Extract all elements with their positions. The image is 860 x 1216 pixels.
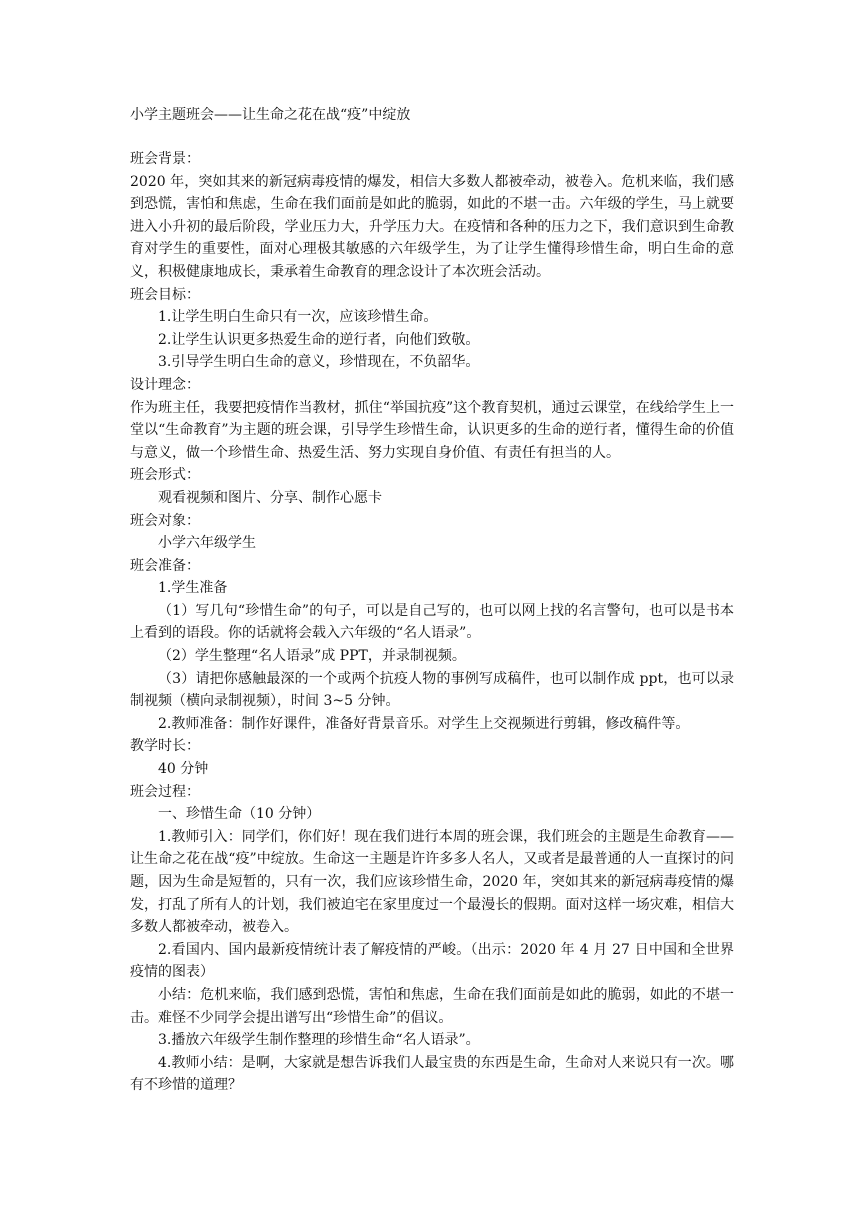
paragraph: 2.教师准备：制作好课件，准备好背景音乐。对学生上交视频进行剪辑，修改稿件等。 bbox=[158, 715, 690, 732]
paragraph: 一、珍惜生命（10 分钟） bbox=[158, 806, 321, 823]
section-heading: 班会背景： bbox=[130, 151, 200, 167]
section-heading: 班会对象： bbox=[130, 512, 200, 529]
section-heading: 班会形式： bbox=[130, 467, 200, 484]
paragraph: 40 分钟 bbox=[158, 761, 209, 778]
paragraph: 1.教师引入：同学们，你们好！现在我们进行本周的班会课，我们班会的主题是生命教育——让生命之花在战“疫”中绽放。生命这一主题是许许多多人名人，又或者是最普通的人一直探讨的问题，因为生命是短暂的，只有一次，我们应该珍惜生命，2020 年，突如其来的新冠病毒疫情的爆发，打乱了所有人的计划，我们被迫宅在家里度过一个最漫长的假期。面对这样一场灾难，相信大多数人都被牵动，被卷入。 bbox=[130, 828, 734, 936]
document-body bbox=[130, 148, 734, 1097]
paragraph: 小结：危机来临，我们感到恐慌，害怕和焦虑，生命在我们面前是如此的脆弱，如此的不堪一击。难怪不少同学会提出谱写出“珍惜生命”的倡议。 bbox=[130, 986, 734, 1026]
paragraph: 4.教师小结：是啊，大家就是想告诉我们人最宝贵的东西是生命，生命对人来说只有一次。哪有不珍惜的道理？ bbox=[130, 1054, 734, 1094]
paragraph: 1.让学生明白生命只有一次，应该珍惜生命。 bbox=[158, 309, 438, 326]
document-title: 小学主题班会——让生命之花在战“疫”中绽放 bbox=[130, 107, 411, 123]
paragraph: 2.看国内、国内最新疫情统计表了解疫情的严峻。（出示：2020 年 4 月 27 日中国和全世界疫情的图表） bbox=[130, 941, 734, 981]
section-heading: 教学时长： bbox=[130, 738, 200, 755]
section-heading: 班会过程： bbox=[130, 783, 200, 800]
paragraph: 1.学生准备 bbox=[158, 580, 228, 597]
paragraph: 3.播放六年级学生制作整理的珍惜生命“名人语录”。 bbox=[158, 1032, 480, 1049]
paragraph: 小学六年级学生 bbox=[158, 535, 256, 552]
paragraph: 作为班主任，我要把疫情作当教材，抓住“举国抗疫”这个教育契机，通过云课堂，在线给学生上一堂以“生命教育”为主题的班会课，引导学生珍惜生命，认识更多的生命的逆行者，懂得生命的价值与意义，做一个珍惜生命、热爱生活、努力实现自身价值、有责任有担当的人。 bbox=[130, 399, 734, 461]
section-heading: 设计理念： bbox=[130, 376, 200, 393]
paragraph: 2.让学生认识更多热爱生命的逆行者，向他们致敬。 bbox=[158, 331, 480, 348]
paragraph: （2）学生整理“名人语录”成 PPT，并录制视频。 bbox=[158, 648, 466, 665]
section-heading: 班会准备： bbox=[130, 557, 200, 574]
paragraph: 3.引导学生明白生命的意义，珍惜现在，不负韶华。 bbox=[158, 354, 480, 371]
section-heading: 班会目标： bbox=[130, 286, 200, 303]
paragraph: 2020 年，突如其来的新冠病毒疫情的爆发，相信大多数人都被牵动，被卷入。危机来临，我们感到恐慌，害怕和焦虑，生命在我们面前是如此的脆弱，如此的不堪一击。六年级的学生，马上就要进入小升初的最后阶段，学业压力大，升学压力大。在疫情和各种的压力之下，我们意识到生命教育对学生的重要性，面对心理极其敏感的六年级学生，为了让学生懂得珍惜生命，明白生命的意义，积极健康地成长，秉承着生命教育的理念设计了本次班会活动。 bbox=[130, 173, 734, 280]
paragraph: （1）写几句“珍惜生命”的句子，可以是自己写的，也可以网上找的名言警句，也可以是书本上看到的语段。你的话就将会载入六年级的“名人语录”。 bbox=[130, 602, 734, 642]
paragraph: （3）请把你感触最深的一个或两个抗疫人物的事例写成稿件，也可以制作成 ppt，也可以录制视频（横向录制视频），时间 3~5 分钟。 bbox=[130, 670, 734, 710]
paragraph: 观看视频和图片、分享、制作心愿卡 bbox=[158, 489, 382, 506]
document-page bbox=[130, 104, 734, 1097]
